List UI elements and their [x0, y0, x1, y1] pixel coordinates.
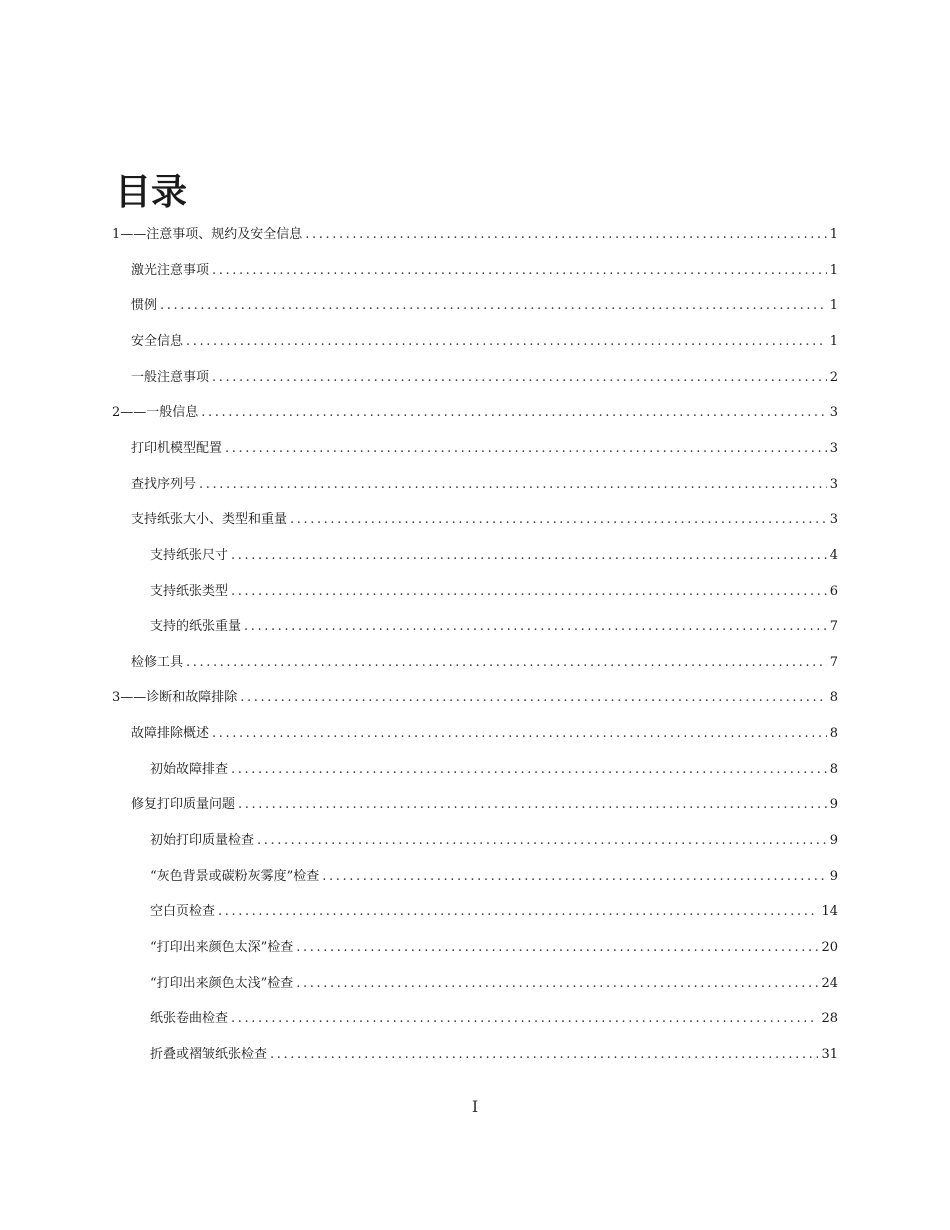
toc-entry-label: 支持纸张尺寸: [150, 548, 229, 563]
toc-entry-page: 8: [829, 762, 838, 777]
toc-leader-dots: [231, 583, 827, 601]
toc-leader-dots: [257, 832, 827, 850]
toc-entry[interactable]: [150, 975, 838, 993]
toc-leader-dots: [231, 761, 827, 779]
toc-entry[interactable]: [131, 297, 838, 315]
toc-entry-label: 激光注意事项: [131, 263, 210, 278]
toc-leader-dots: [296, 975, 818, 993]
toc-leader-dots: [212, 262, 827, 280]
toc-entry-label: 支持纸张大小、类型和重量: [131, 512, 288, 527]
toc-entry-label: 打印机模型配置: [131, 441, 223, 456]
toc-entry[interactable]: [150, 903, 838, 921]
toc-entry[interactable]: [150, 583, 838, 601]
toc-entry-label: “打印出来颜色太浅”检查: [150, 976, 294, 991]
toc-leader-dots: [270, 1046, 818, 1064]
toc-entry-page: 1: [829, 227, 838, 242]
toc-entry-page: 9: [829, 869, 838, 884]
toc-entry[interactable]: [131, 476, 838, 494]
toc-entry[interactable]: [150, 832, 838, 850]
toc-entry-page: 4: [829, 548, 838, 563]
toc-entry-page: 8: [829, 726, 838, 741]
toc-leader-dots: [160, 297, 827, 315]
toc-entry-page: 8: [829, 690, 838, 705]
toc-entry-label: 惯例: [131, 298, 158, 313]
toc-entry[interactable]: [150, 1010, 838, 1028]
toc-entry-label: 一般注意事项: [131, 370, 210, 385]
toc-entry-page: 7: [829, 619, 838, 634]
toc-entry-page: 3: [829, 512, 838, 527]
toc-entry[interactable]: [131, 725, 838, 743]
page-number: I: [471, 1097, 479, 1116]
toc-leader-dots: [305, 226, 826, 244]
toc-leader-dots: [244, 618, 827, 636]
toc-entry[interactable]: [150, 939, 838, 957]
toc-entry[interactable]: [131, 654, 838, 672]
toc-leader-dots: [199, 476, 827, 494]
toc-entry[interactable]: [112, 689, 838, 707]
toc-entry-label: 3——诊断和故障排除: [112, 690, 238, 705]
toc-entry[interactable]: [131, 262, 838, 280]
toc-leader-dots: [290, 511, 827, 529]
toc-entry-page: 7: [829, 655, 838, 670]
toc-entry-page: 2: [829, 370, 838, 385]
toc-entry[interactable]: [131, 369, 838, 387]
toc-entry[interactable]: [112, 226, 838, 244]
toc-entry[interactable]: [150, 1046, 838, 1064]
toc-entry[interactable]: [150, 618, 838, 636]
toc-entry-label: 纸张卷曲检查: [150, 1011, 229, 1026]
toc-leader-dots: [212, 369, 827, 387]
toc-entry[interactable]: [150, 761, 838, 779]
toc-leader-dots: [296, 939, 818, 957]
toc-entry-label: 安全信息: [131, 334, 184, 349]
toc-leader-dots: [322, 868, 826, 886]
toc-entry[interactable]: [131, 796, 838, 814]
toc-entry-label: 故障排除概述: [131, 726, 210, 741]
toc-entry-page: 1: [829, 334, 838, 349]
toc-entry-label: 初始打印质量检查: [150, 833, 255, 848]
page-title: 目录: [115, 172, 188, 213]
toc-entry-label: 初始故障排查: [150, 762, 229, 777]
toc-leader-dots: [231, 547, 827, 565]
toc-entry-page: 3: [829, 405, 838, 420]
toc-entry-label: 2——一般信息: [112, 405, 199, 420]
toc-entry-page: 3: [829, 477, 838, 492]
toc-leader-dots: [231, 1010, 818, 1028]
toc-entry-page: 20: [821, 940, 838, 955]
toc-entry-label: 空白页检查: [150, 904, 216, 919]
toc-leader-dots: [212, 725, 827, 743]
toc-entry-label: 修复打印质量问题: [131, 797, 236, 812]
toc-entry-page: 6: [829, 584, 838, 599]
toc-entry-page: 31: [821, 1047, 838, 1062]
toc-leader-dots: [238, 796, 827, 814]
toc-entry[interactable]: [150, 547, 838, 565]
toc-entry-label: 折叠或褶皱纸张检查: [150, 1047, 268, 1062]
toc-entry-page: 9: [829, 833, 838, 848]
toc-entry-page: 14: [821, 904, 838, 919]
toc-leader-dots: [201, 404, 826, 422]
toc-entry-label: 支持的纸张重量: [150, 619, 242, 634]
toc-leader-dots: [186, 654, 827, 672]
toc-entry[interactable]: [131, 333, 838, 351]
toc-entry-label: 查找序列号: [131, 477, 197, 492]
toc-entry-page: 28: [821, 1011, 838, 1026]
toc-entry-label: 1——注意事项、规约及安全信息: [112, 227, 303, 242]
toc-entry-page: 1: [829, 298, 838, 313]
toc-entry[interactable]: [150, 868, 838, 886]
toc-leader-dots: [225, 440, 827, 458]
toc-leader-dots: [218, 903, 818, 921]
toc-leader-dots: [186, 333, 827, 351]
toc-entry-label: 支持纸张类型: [150, 584, 229, 599]
toc-leader-dots: [240, 689, 826, 707]
toc-entry-label: “打印出来颜色太深”检查: [150, 940, 294, 955]
toc-entry[interactable]: [131, 511, 838, 529]
toc-entry[interactable]: [131, 440, 838, 458]
toc-entry-label: “灰色背景或碳粉灰雾度”检查: [150, 869, 320, 884]
toc-entry-page: 3: [829, 441, 838, 456]
toc-entry[interactable]: [112, 404, 838, 422]
toc-entry-page: 24: [821, 976, 838, 991]
toc-entry-page: 1: [829, 263, 838, 278]
toc-entry-label: 检修工具: [131, 655, 184, 670]
toc-entry-page: 9: [829, 797, 838, 812]
